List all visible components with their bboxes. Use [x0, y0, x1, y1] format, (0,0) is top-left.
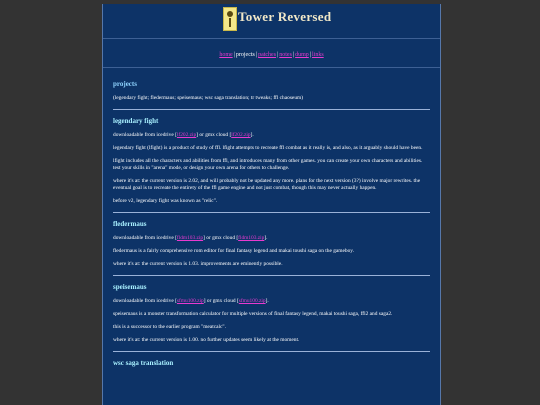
projects-summary: (legendary fight; fledermaus; speisemaus; wsc saga translation; tr tweaks; ffl chaoseum): [113, 95, 304, 101]
speisemaus-paragraph: this is a successor to the earlier program "meatcalc".: [113, 324, 226, 330]
tower-logo-icon: [223, 7, 237, 31]
nav-dump[interactable]: dump: [295, 52, 309, 58]
page-container: [102, 4, 441, 405]
fledermaus-download: downloadable from icedrive [fldm103.zip] or gmx cloud [fldm103.zip].: [113, 235, 268, 241]
lf-paragraph: lfight includes all the characters and abilities from ffl, and introduces many from other games. you can create your own characters and abilities. test your skills in "arena" mode, or design your own arena for others to challenge.: [113, 158, 423, 171]
site-title: Tower Reversed: [238, 9, 332, 24]
nav-projects: projects: [235, 52, 255, 58]
lf-icedrive-link[interactable]: lf202.zip: [176, 132, 197, 138]
speisemaus-paragraph: where it's at: the current version is 1.00. no further updates seem likely at the moment.: [113, 337, 300, 343]
lf-paragraph: where it's at: the current version is 2.02, and will probably not be updated any more. plans for the next version (3?) involve major rewrites. the eventual goal is to recreate the entirety of the ffl game engine and not just combat, though this may never actually happen.: [113, 178, 421, 191]
site-header: [103, 4, 440, 39]
fldm-gmx-link[interactable]: fldm103.zip: [238, 235, 265, 241]
legendary-fight-section: [113, 117, 430, 205]
speisemaus-heading: speisemaus: [113, 283, 147, 291]
main-content: [103, 68, 440, 367]
nav-patches[interactable]: patches: [258, 52, 277, 58]
divider: [113, 109, 430, 110]
fledermaus-heading: fledermaus: [113, 220, 147, 228]
fledermaus-paragraph: where it's at: the current version is 1.03. improvements are eminently possible.: [113, 261, 283, 267]
wsc-saga-heading: wsc saga translation: [113, 359, 174, 367]
fledermaus-section: [113, 220, 430, 268]
speisemaus-section: [113, 283, 430, 344]
divider: [113, 275, 430, 276]
lf-paragraph: legendary fight (lfight) is a product of study of ffl. lfight attempts to recreate ffl combat as it really is, and also, as it arguably should have been.: [113, 145, 423, 151]
legendary-fight-heading: legendary fight: [113, 117, 159, 125]
projects-section: [113, 80, 430, 102]
lf-gmx-link[interactable]: lf202.zip: [231, 132, 251, 138]
wsc-saga-section: [113, 359, 430, 367]
speisemaus-paragraph: speisemaus is a monster transformation calculator for multiple versions of final fantasy legend, makai toushi saga, ffl2 and saga2.: [113, 311, 393, 317]
speisemaus-download: downloadable from icedrive [sfmu100.zip] or gmx cloud [sfmu100.zip].: [113, 298, 269, 304]
top-nav: home|projects|patches|notes|dump|links: [103, 39, 440, 68]
divider: [113, 351, 430, 352]
lf-paragraph: before v2, legendary fight was known as "relic".: [113, 198, 218, 204]
sfmu-icedrive-link[interactable]: sfmu100.zip: [176, 298, 204, 304]
fldm-icedrive-link[interactable]: fldm103.zip: [176, 235, 204, 241]
fledermaus-paragraph: fledermaus is a fairly comprehensive rom editor for final fantasy legend and makai toushi saga on the gameboy.: [113, 248, 354, 254]
divider: [113, 212, 430, 213]
projects-heading: projects: [113, 80, 137, 88]
nav-home[interactable]: home: [219, 52, 233, 58]
sfmu-gmx-link[interactable]: sfmu100.zip: [238, 298, 266, 304]
nav-notes[interactable]: notes: [279, 52, 292, 58]
legendary-fight-download: downloadable from icedrive [lf202.zip] or gmx cloud [lf202.zip].: [113, 132, 254, 138]
nav-links[interactable]: links: [312, 52, 324, 58]
